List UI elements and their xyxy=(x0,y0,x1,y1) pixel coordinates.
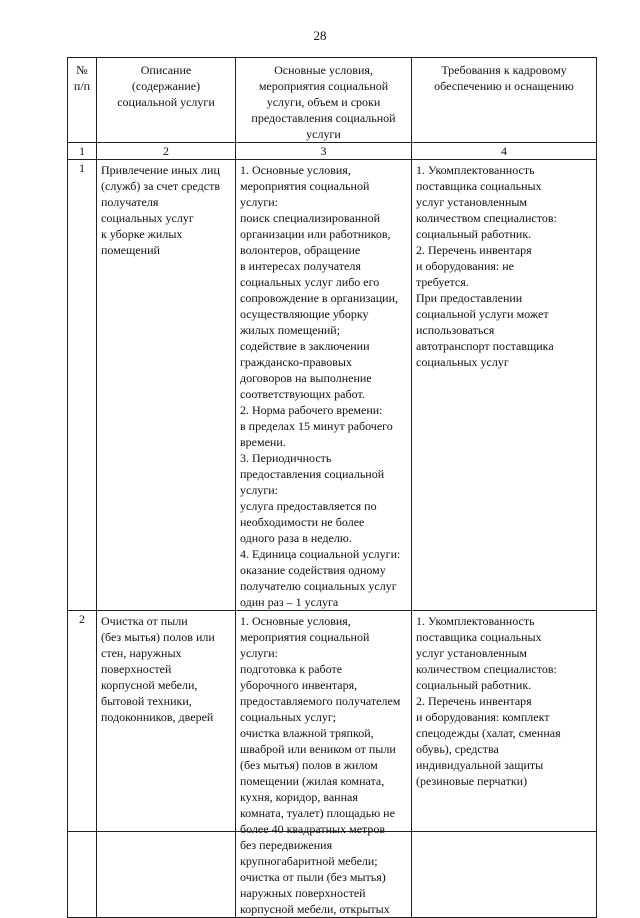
text-line: корпусной мебели, открытых xyxy=(240,902,390,916)
text-line: 1. Укомплектованность xyxy=(416,163,535,177)
text-line: более 40 квадратных метров xyxy=(240,822,386,836)
text-line: в пределах 15 минут рабочего xyxy=(240,419,393,433)
text-line: 2. Норма рабочего времени: xyxy=(240,403,383,417)
text-line: обувь), средства xyxy=(416,742,499,756)
text-line: один раз – 1 услуга xyxy=(240,595,339,609)
text-line: времени. xyxy=(240,435,286,449)
text-line: мероприятия социальной xyxy=(258,79,389,93)
text-line: социальной услуги xyxy=(117,95,215,109)
text-line: жилых помещений; xyxy=(240,323,341,337)
text-line: п/п xyxy=(73,79,91,93)
text-line: Очистка от пыли xyxy=(101,614,188,628)
header-description xyxy=(97,58,236,143)
text-line: кухня, коридор, ванная xyxy=(240,790,358,804)
row-conditions xyxy=(236,160,412,611)
text-line: поверхностей xyxy=(101,662,172,676)
text-line: количеством специалистов: xyxy=(416,662,557,676)
text-line: обеспечению и оснащению xyxy=(434,79,574,93)
page-number: 28 xyxy=(313,28,327,43)
row-description xyxy=(97,611,236,918)
text-line: бытовой техники, xyxy=(101,694,192,708)
row-conditions xyxy=(236,611,412,918)
text-line: Привлечение иных лиц xyxy=(101,163,220,177)
text-line: гражданско-правовых xyxy=(240,355,352,369)
column-number: 3 xyxy=(236,143,412,160)
row-requirements xyxy=(412,611,597,918)
text-line: 3. Периодичность xyxy=(240,451,332,465)
text-line: услуги: xyxy=(240,646,278,660)
text-line: социальных услуг; xyxy=(240,710,337,724)
text-line: и оборудования: комплект xyxy=(416,710,550,724)
text-line: необходимости не более xyxy=(240,515,365,529)
text-line: и оборудования: не xyxy=(416,259,514,273)
text-line: мероприятия социальной xyxy=(240,630,370,644)
text-line: оказание содействия одному xyxy=(240,563,386,577)
text-line: Описание xyxy=(140,63,192,77)
table-header-row xyxy=(68,58,597,143)
text-line: помещений xyxy=(101,243,160,257)
column-number: 2 xyxy=(97,143,236,160)
text-line: (резиновые перчатки) xyxy=(416,774,528,788)
text-line: осуществляющие уборку xyxy=(240,307,369,321)
text-line: стен, наружных xyxy=(101,646,182,660)
text-line: (без мытья) полов в жилом xyxy=(240,758,378,772)
text-line: предоставления социальной xyxy=(240,467,385,481)
row-number: 2 xyxy=(68,611,97,918)
text-line: наружных поверхностей xyxy=(240,886,366,900)
text-line: 2. Перечень инвентаря xyxy=(416,694,532,708)
text-line: очистка влажной тряпкой, xyxy=(240,726,374,740)
text-line: предоставления социальной xyxy=(251,111,396,125)
text-line: (служб) за счет средств xyxy=(101,179,220,193)
text-line: услуга предоставляется по xyxy=(240,499,377,513)
text-line: Требования к кадровому xyxy=(441,63,567,77)
text-line: социальных услуг либо его xyxy=(240,275,380,289)
text-line: услуги: xyxy=(240,483,278,497)
text-line: в интересах получателя xyxy=(240,259,361,273)
table-row xyxy=(68,160,597,611)
text-line: социальный работник. xyxy=(416,227,532,241)
column-number: 1 xyxy=(68,143,97,160)
services-table xyxy=(67,57,597,918)
text-line: 4. Единица социальной услуги: xyxy=(240,547,401,561)
table-row xyxy=(68,611,597,918)
text-line: соответствующих работ. xyxy=(240,387,365,401)
text-line: поиск специализированной xyxy=(240,211,381,225)
text-line: 1. Укомплектованность xyxy=(416,614,535,628)
text-line: поставщика социальных xyxy=(416,179,542,193)
text-line: услуги, объем и сроки xyxy=(266,95,381,109)
text-line: услуги: xyxy=(240,195,278,209)
header-number xyxy=(68,58,97,143)
row-description xyxy=(97,160,236,611)
text-line: 2. Перечень инвентаря xyxy=(416,243,532,257)
text-line: шваброй или веником от пыли xyxy=(240,742,396,756)
text-line: № xyxy=(76,63,88,77)
text-line: социальных услуг xyxy=(416,355,509,369)
text-line: одного раза в неделю. xyxy=(240,531,352,545)
text-line: социальных услуг xyxy=(101,211,194,225)
text-line: (содержание) xyxy=(131,79,201,93)
text-line: комната, туалет) площадью не xyxy=(240,806,395,820)
text-line: подготовка к работе xyxy=(240,662,343,676)
text-line: 1. Основные условия, xyxy=(240,163,351,177)
text-line: организации или работников, xyxy=(240,227,391,241)
text-line: волонтеров, обращение xyxy=(240,243,361,257)
text-line: получателю социальных услуг xyxy=(240,579,397,593)
text-line: мероприятия социальной xyxy=(240,179,370,193)
header-requirements xyxy=(412,58,597,143)
text-line: индивидуальной защиты xyxy=(416,758,544,772)
text-line: подоконников, дверей xyxy=(101,710,214,724)
text-line: сопровождение в организации, xyxy=(240,291,399,305)
text-line: без передвижения xyxy=(240,838,333,852)
text-line: При предоставлении xyxy=(416,291,523,305)
text-line: спецодежды (халат, сменная xyxy=(416,726,561,740)
text-line: использоваться xyxy=(416,323,495,337)
text-line: автотранспорт поставщика xyxy=(416,339,554,353)
text-line: получателя xyxy=(101,195,159,209)
text-line: услуги xyxy=(306,127,341,141)
text-line: уборочного инвентаря, xyxy=(240,678,358,692)
text-line: 1. Основные условия, xyxy=(240,614,351,628)
text-line: предоставляемого получателем xyxy=(240,694,401,708)
text-line: крупногабаритной мебели; xyxy=(240,854,378,868)
column-number: 4 xyxy=(412,143,597,160)
text-line: поставщика социальных xyxy=(416,630,542,644)
column-number-row xyxy=(68,143,597,160)
text-line: договоров на выполнение xyxy=(240,371,372,385)
header-conditions xyxy=(236,58,412,143)
text-line: требуется. xyxy=(416,275,469,289)
text-line: Основные условия, xyxy=(274,63,373,77)
text-line: помещении (жилая комната, xyxy=(240,774,385,788)
text-line: социальный работник. xyxy=(416,678,532,692)
text-line: услуг установленным xyxy=(416,646,528,660)
text-line: (без мытья) полов или xyxy=(101,630,215,644)
text-line: очистка от пыли (без мытья) xyxy=(240,870,386,884)
text-line: корпусной мебели, xyxy=(101,678,198,692)
text-line: содействие в заключении xyxy=(240,339,370,353)
services-table-container xyxy=(67,57,596,916)
text-line: количеством специалистов: xyxy=(416,211,557,225)
text-line: к уборке жилых xyxy=(101,227,183,241)
text-line: услуг установленным xyxy=(416,195,528,209)
row-number: 1 xyxy=(68,160,97,611)
text-line: социальной услуги может xyxy=(416,307,549,321)
row-requirements xyxy=(412,160,597,611)
